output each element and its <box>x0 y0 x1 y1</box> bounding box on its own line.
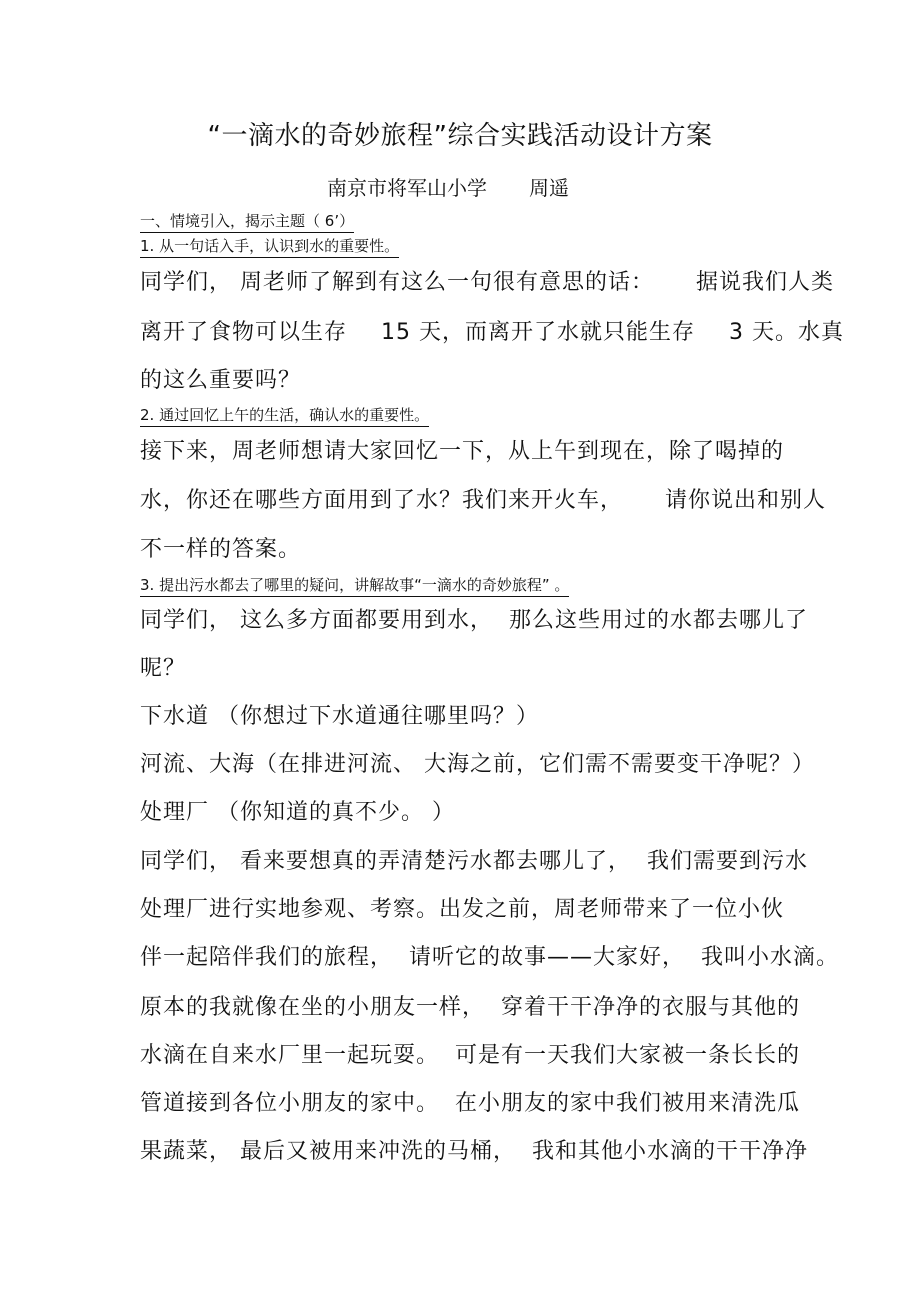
paragraph-line <box>140 1041 800 1071</box>
text-run: 在小朋友的家中我们被用来清洗瓜 <box>455 1091 801 1116</box>
paragraph-line <box>140 943 839 973</box>
subheading-1: 1. 从一句话入手，认识到水的重要性。 <box>140 235 399 258</box>
text-run: 那么这些用过的水都去哪儿了 <box>509 608 809 633</box>
text-run: 水，你还在哪些方面用到了水？我们来开火车， <box>140 488 624 513</box>
text-run: 水滴在自来水厂里一起玩耍。 <box>140 1043 440 1068</box>
paragraph-line: 处理厂 （你知道的真不少。 ） <box>140 800 455 825</box>
paragraph-line: 呢？ <box>140 656 187 681</box>
text-run: 请你说出和别人 <box>665 488 827 513</box>
paragraph-line <box>140 318 844 348</box>
paragraph-line: 的这么重要吗？ <box>140 368 302 393</box>
paragraph-line: 河流、大海（在排进河流、 大海之前，它们需不需要变干净呢？） <box>140 752 815 777</box>
subheading-2: 2. 通过回忆上午的生活，确认水的重要性。 <box>140 404 429 427</box>
text-run: 果蔬菜， 最后又被用来冲洗的马桶， <box>140 1139 516 1164</box>
text-run: 离开了食物可以生存 <box>140 320 348 345</box>
paragraph-line: 处理厂进行实地参观、考察。出发之前，周老师带来了一位小伙 <box>140 897 785 922</box>
text-run: 可是有一天我们大家被一条长长的 <box>455 1043 801 1068</box>
paragraph-line: 下水道 （你想过下水道通往哪里吗？） <box>140 704 539 729</box>
text-run: 同学们， 周老师了解到有这么一句很有意思的话： <box>140 270 654 295</box>
text-run: 穿着干干净净的衣服与其他的 <box>501 995 801 1020</box>
subheading-3: 3. 提出污水都去了哪里的疑问，讲解故事“一滴水的奇妙旅程” 。 <box>140 574 569 597</box>
text-run: 管道接到各位小朋友的家中。 <box>140 1091 440 1116</box>
text-run: 同学们， 这么多方面都要用到水， <box>140 608 493 633</box>
school-name: 南京市将军山小学 <box>327 176 487 200</box>
text-run: 伴一起陪伴我们的旅程， <box>140 945 394 970</box>
document-title: “一滴水的奇妙旅程”综合实践活动设计方案 <box>207 121 713 151</box>
paragraph-line: 接下来，周老师想请大家回忆一下，从上午到现在，除了喝掉的 <box>140 439 785 464</box>
paragraph-line <box>140 486 826 516</box>
text-run: 3 天。水真 <box>729 320 845 345</box>
text-run: 据说我们人类 <box>696 270 835 295</box>
author-line <box>327 174 569 202</box>
paragraph-line <box>140 847 808 877</box>
text-run: 请听它的故事——大家好， <box>409 945 686 970</box>
author-name: 周遥 <box>529 176 569 200</box>
text-run: 我叫小水滴。 <box>701 945 840 970</box>
section-heading-1: 一、情境引入，揭示主题（ 6’） <box>140 210 354 233</box>
paragraph-line <box>140 993 800 1023</box>
paragraph-line <box>140 1089 800 1119</box>
paragraph-line <box>140 268 834 298</box>
paragraph-line <box>140 606 808 636</box>
text-run: 同学们， 看来要想真的弄清楚污水都去哪儿了， <box>140 849 631 874</box>
text-run: 我和其他小水滴的干干净净 <box>532 1139 809 1164</box>
text-run: 15 天，而离开了水就只能生存 <box>381 320 696 345</box>
paragraph-line <box>140 1137 808 1167</box>
text-run: 原本的我就像在坐的小朋友一样， <box>140 995 486 1020</box>
paragraph-line: 不一样的答案。 <box>140 537 302 562</box>
text-run: 我们需要到污水 <box>647 849 809 874</box>
